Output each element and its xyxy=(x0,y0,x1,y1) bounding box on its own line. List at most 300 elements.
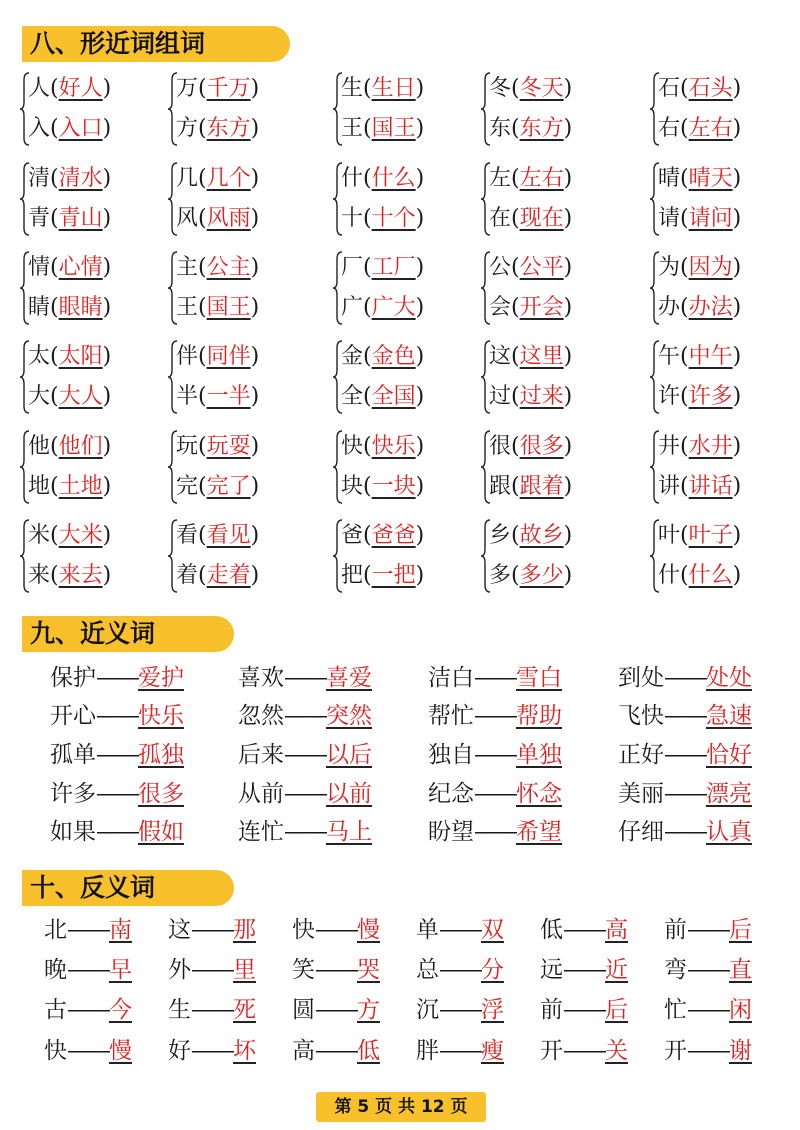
word: 沉 xyxy=(416,997,439,1023)
word: 笑 xyxy=(292,957,315,983)
dash: —— xyxy=(284,703,326,729)
base-char: 公 xyxy=(489,255,512,280)
word-pair xyxy=(333,70,483,148)
close-paren: ) xyxy=(415,166,425,191)
word: 北 xyxy=(44,917,67,943)
close-paren: ) xyxy=(732,255,742,280)
base-char: 来 xyxy=(28,563,51,588)
word-line xyxy=(658,110,741,148)
synonym-answer: 喜爱 xyxy=(326,665,372,691)
word-pair xyxy=(650,70,800,148)
open-paren: ( xyxy=(363,384,372,409)
answer-word: 眼睛 xyxy=(58,295,103,320)
open-paren: ( xyxy=(50,344,59,369)
synonym-answer: 单独 xyxy=(516,742,562,768)
base-char: 情 xyxy=(28,255,51,280)
dash: —— xyxy=(563,917,605,943)
dash: —— xyxy=(664,781,706,807)
word: 这 xyxy=(168,917,191,943)
dash: —— xyxy=(439,917,481,943)
word-line xyxy=(489,557,572,595)
word-line xyxy=(28,338,111,376)
answer-word: 晴天 xyxy=(688,166,733,191)
word: 好 xyxy=(168,1038,191,1064)
synonym-pair xyxy=(50,737,184,773)
answer-word: 东方 xyxy=(206,116,251,141)
word: 盼望 xyxy=(428,819,474,845)
synonym-pair xyxy=(618,776,752,812)
dash: —— xyxy=(474,819,516,845)
answer-word: 一半 xyxy=(206,384,251,409)
word-line xyxy=(658,517,741,555)
section-title-synonyms: 九、近义词 xyxy=(22,616,234,652)
answer-word: 大米 xyxy=(58,523,103,548)
word-line xyxy=(489,378,572,416)
word-line xyxy=(489,428,572,466)
synonym-answer: 怀念 xyxy=(516,781,562,807)
page-indicator: 第 5 页 共 12 页 xyxy=(316,1092,486,1122)
word: 开 xyxy=(540,1038,563,1064)
word-line xyxy=(28,289,111,327)
open-paren: ( xyxy=(511,344,520,369)
close-paren: ) xyxy=(563,255,573,280)
word-line xyxy=(658,289,741,327)
base-char: 多 xyxy=(489,563,512,588)
word-line xyxy=(658,70,741,108)
base-char: 十 xyxy=(341,206,364,231)
word-line xyxy=(28,517,111,555)
word-pair xyxy=(650,428,800,506)
base-char: 半 xyxy=(176,384,199,409)
word-pair xyxy=(481,517,631,595)
antonym-answer: 慢 xyxy=(109,1038,132,1064)
answer-word: 心情 xyxy=(58,255,103,280)
word-line xyxy=(658,428,741,466)
word-line xyxy=(28,557,111,595)
open-paren: ( xyxy=(198,116,207,141)
open-paren: ( xyxy=(680,434,689,459)
synonym-pair xyxy=(50,814,184,850)
dash: —— xyxy=(67,917,109,943)
antonym-answer: 死 xyxy=(233,997,256,1023)
answer-word: 多少 xyxy=(519,563,564,588)
close-paren: ) xyxy=(563,116,573,141)
base-char: 晴 xyxy=(658,166,681,191)
close-paren: ) xyxy=(732,384,742,409)
answer-word: 冬天 xyxy=(519,76,564,101)
open-paren: ( xyxy=(680,523,689,548)
answer-word: 办法 xyxy=(688,295,733,320)
word-line xyxy=(658,468,741,506)
word-line xyxy=(489,338,572,376)
base-char: 跟 xyxy=(489,474,512,499)
answer-word: 广大 xyxy=(371,295,416,320)
base-char: 冬 xyxy=(489,76,512,101)
base-char: 这 xyxy=(489,344,512,369)
synonym-pair xyxy=(428,698,562,734)
base-char: 风 xyxy=(176,206,199,231)
close-paren: ) xyxy=(102,344,112,369)
close-paren: ) xyxy=(102,166,112,191)
base-char: 快 xyxy=(341,434,364,459)
base-char: 乡 xyxy=(489,523,512,548)
open-paren: ( xyxy=(363,563,372,588)
word-line xyxy=(176,378,259,416)
base-char: 块 xyxy=(341,474,364,499)
base-char: 午 xyxy=(658,344,681,369)
dash: —— xyxy=(474,781,516,807)
dash: —— xyxy=(664,742,706,768)
dash: —— xyxy=(664,819,706,845)
dash: —— xyxy=(315,997,357,1023)
word-line xyxy=(489,70,572,108)
antonym-pair xyxy=(416,952,504,988)
open-paren: ( xyxy=(511,563,520,588)
word-line xyxy=(658,200,741,238)
answer-word: 东方 xyxy=(519,116,564,141)
antonym-pair xyxy=(540,952,628,988)
synonym-answer: 很多 xyxy=(138,781,184,807)
word: 忽然 xyxy=(238,703,284,729)
open-paren: ( xyxy=(198,434,207,459)
antonym-pair xyxy=(540,1033,628,1069)
word-line xyxy=(176,200,259,238)
word-line xyxy=(341,289,424,327)
close-paren: ) xyxy=(732,474,742,499)
synonym-answer: 希望 xyxy=(516,819,562,845)
close-paren: ) xyxy=(563,295,573,320)
word-line xyxy=(489,160,572,198)
base-char: 伴 xyxy=(176,344,199,369)
open-paren: ( xyxy=(680,76,689,101)
answer-word: 看见 xyxy=(206,523,251,548)
open-paren: ( xyxy=(50,563,59,588)
synonym-answer: 假如 xyxy=(138,819,184,845)
word-pair xyxy=(168,249,318,327)
dash: —— xyxy=(439,957,481,983)
base-char: 看 xyxy=(176,523,199,548)
word-line xyxy=(176,557,259,595)
word: 晚 xyxy=(44,957,67,983)
word-pair xyxy=(650,517,800,595)
answer-word: 因为 xyxy=(688,255,733,280)
dash: —— xyxy=(563,997,605,1023)
word-line xyxy=(176,160,259,198)
close-paren: ) xyxy=(102,474,112,499)
synonym-pair xyxy=(618,814,752,850)
answer-word: 千万 xyxy=(206,76,251,101)
close-paren: ) xyxy=(563,523,573,548)
close-paren: ) xyxy=(563,384,573,409)
answer-word: 很多 xyxy=(519,434,564,459)
answer-word: 现在 xyxy=(519,206,564,231)
synonym-pair xyxy=(50,776,184,812)
word: 高 xyxy=(292,1038,315,1064)
word: 孤单 xyxy=(50,742,96,768)
word-line xyxy=(341,517,424,555)
word-line xyxy=(341,70,424,108)
synonym-answer: 处处 xyxy=(706,665,752,691)
antonym-pair xyxy=(44,912,132,948)
word-line xyxy=(341,468,424,506)
base-char: 爸 xyxy=(341,523,364,548)
close-paren: ) xyxy=(563,166,573,191)
answer-word: 国王 xyxy=(206,295,251,320)
antonym-answer: 坏 xyxy=(233,1038,256,1064)
word: 正好 xyxy=(618,742,664,768)
base-char: 生 xyxy=(341,76,364,101)
base-char: 把 xyxy=(341,563,364,588)
open-paren: ( xyxy=(50,255,59,280)
word: 纪念 xyxy=(428,781,474,807)
antonym-pair xyxy=(292,992,380,1028)
base-char: 太 xyxy=(28,344,51,369)
close-paren: ) xyxy=(415,434,425,459)
open-paren: ( xyxy=(511,474,520,499)
dash: —— xyxy=(315,1038,357,1064)
synonym-answer: 以后 xyxy=(326,742,372,768)
base-char: 王 xyxy=(176,295,199,320)
open-paren: ( xyxy=(198,344,207,369)
open-paren: ( xyxy=(363,116,372,141)
base-char: 睛 xyxy=(28,295,51,320)
answer-word: 太阳 xyxy=(58,344,103,369)
answer-word: 玩耍 xyxy=(206,434,251,459)
antonym-pair xyxy=(664,912,752,948)
word-line xyxy=(658,378,741,416)
answer-word: 完了 xyxy=(206,474,251,499)
close-paren: ) xyxy=(415,116,425,141)
word-line xyxy=(28,378,111,416)
word-pair xyxy=(481,428,631,506)
answer-word: 石头 xyxy=(688,76,733,101)
word-line xyxy=(489,289,572,327)
word-line xyxy=(341,338,424,376)
answer-word: 一块 xyxy=(371,474,416,499)
answer-word: 开会 xyxy=(519,295,564,320)
base-char: 井 xyxy=(658,434,681,459)
open-paren: ( xyxy=(198,295,207,320)
word-line xyxy=(28,249,111,287)
word-pair xyxy=(168,70,318,148)
base-char: 为 xyxy=(658,255,681,280)
base-char: 清 xyxy=(28,166,51,191)
base-char: 米 xyxy=(28,523,51,548)
word-pair xyxy=(168,160,318,238)
dash: —— xyxy=(664,703,706,729)
word-line xyxy=(489,517,572,555)
word-pair xyxy=(20,338,170,416)
open-paren: ( xyxy=(680,116,689,141)
antonym-pair xyxy=(664,992,752,1028)
word-line xyxy=(176,289,259,327)
antonym-pair xyxy=(168,912,256,948)
open-paren: ( xyxy=(680,474,689,499)
answer-word: 公平 xyxy=(519,255,564,280)
open-paren: ( xyxy=(363,76,372,101)
word-pair xyxy=(20,70,170,148)
dash: —— xyxy=(439,997,481,1023)
base-char: 很 xyxy=(489,434,512,459)
close-paren: ) xyxy=(102,295,112,320)
open-paren: ( xyxy=(511,255,520,280)
word: 胖 xyxy=(416,1038,439,1064)
word-line xyxy=(658,557,741,595)
close-paren: ) xyxy=(415,344,425,369)
base-char: 右 xyxy=(658,116,681,141)
antonym-answer: 闲 xyxy=(729,997,752,1023)
word-pair xyxy=(168,428,318,506)
word-pair xyxy=(650,160,800,238)
answer-word: 入口 xyxy=(58,116,103,141)
answer-word: 几个 xyxy=(206,166,251,191)
antonym-pair xyxy=(44,1033,132,1069)
close-paren: ) xyxy=(102,434,112,459)
word-line xyxy=(176,110,259,148)
dash: —— xyxy=(474,703,516,729)
answer-word: 什么 xyxy=(688,563,733,588)
word-line xyxy=(28,468,111,506)
word-pair xyxy=(481,249,631,327)
base-char: 方 xyxy=(176,116,199,141)
dash: —— xyxy=(191,957,233,983)
open-paren: ( xyxy=(50,474,59,499)
close-paren: ) xyxy=(415,255,425,280)
antonym-answer: 方 xyxy=(357,997,380,1023)
open-paren: ( xyxy=(198,563,207,588)
base-char: 完 xyxy=(176,474,199,499)
open-paren: ( xyxy=(680,295,689,320)
antonym-pair xyxy=(664,1033,752,1069)
answer-word: 故乡 xyxy=(519,523,564,548)
close-paren: ) xyxy=(102,255,112,280)
synonym-pair xyxy=(618,698,752,734)
close-paren: ) xyxy=(102,563,112,588)
word-pair xyxy=(168,338,318,416)
word-line xyxy=(176,428,259,466)
base-char: 办 xyxy=(658,295,681,320)
close-paren: ) xyxy=(732,295,742,320)
word: 低 xyxy=(540,917,563,943)
dash: —— xyxy=(67,957,109,983)
close-paren: ) xyxy=(415,295,425,320)
answer-word: 爸爸 xyxy=(371,523,416,548)
close-paren: ) xyxy=(250,344,260,369)
word-line xyxy=(176,468,259,506)
antonym-pair xyxy=(44,952,132,988)
word: 连忙 xyxy=(238,819,284,845)
antonym-pair xyxy=(292,1033,380,1069)
antonym-answer: 直 xyxy=(729,957,752,983)
close-paren: ) xyxy=(415,563,425,588)
answer-word: 十个 xyxy=(371,206,416,231)
dash: —— xyxy=(687,917,729,943)
antonym-pair xyxy=(292,952,380,988)
synonym-answer: 认真 xyxy=(706,819,752,845)
word-line xyxy=(176,70,259,108)
close-paren: ) xyxy=(102,523,112,548)
word-pair xyxy=(481,338,631,416)
base-char: 叶 xyxy=(658,523,681,548)
answer-word: 他们 xyxy=(58,434,103,459)
word: 开 xyxy=(664,1038,687,1064)
close-paren: ) xyxy=(102,76,112,101)
antonym-answer: 里 xyxy=(233,957,256,983)
word-line xyxy=(658,338,741,376)
open-paren: ( xyxy=(198,384,207,409)
antonym-answer: 瘦 xyxy=(481,1038,504,1064)
antonym-answer: 关 xyxy=(605,1038,628,1064)
antonym-answer: 后 xyxy=(729,917,752,943)
base-char: 他 xyxy=(28,434,51,459)
antonym-pair xyxy=(168,992,256,1028)
open-paren: ( xyxy=(680,344,689,369)
open-paren: ( xyxy=(198,206,207,231)
open-paren: ( xyxy=(50,434,59,459)
synonym-answer: 漂亮 xyxy=(706,781,752,807)
antonym-pair xyxy=(44,992,132,1028)
open-paren: ( xyxy=(198,255,207,280)
open-paren: ( xyxy=(363,206,372,231)
word: 保护 xyxy=(50,665,96,691)
base-char: 全 xyxy=(341,384,364,409)
answer-word: 国王 xyxy=(371,116,416,141)
word-line xyxy=(176,517,259,555)
base-char: 什 xyxy=(658,563,681,588)
answer-word: 大人 xyxy=(58,384,103,409)
answer-word: 中午 xyxy=(688,344,733,369)
word: 远 xyxy=(540,957,563,983)
base-char: 许 xyxy=(658,384,681,409)
word-pair xyxy=(650,249,800,327)
word: 到处 xyxy=(618,665,664,691)
answer-word: 讲话 xyxy=(688,474,733,499)
close-paren: ) xyxy=(415,474,425,499)
base-char: 王 xyxy=(341,116,364,141)
base-char: 讲 xyxy=(658,474,681,499)
synonym-pair xyxy=(428,776,562,812)
antonym-answer: 低 xyxy=(357,1038,380,1064)
open-paren: ( xyxy=(50,116,59,141)
dash: —— xyxy=(284,742,326,768)
word-pair xyxy=(20,428,170,506)
section-title-antonyms: 十、反义词 xyxy=(22,870,234,906)
open-paren: ( xyxy=(680,384,689,409)
antonym-answer: 南 xyxy=(109,917,132,943)
answer-word: 请问 xyxy=(688,206,733,231)
antonym-answer: 今 xyxy=(109,997,132,1023)
word: 开心 xyxy=(50,703,96,729)
base-char: 厂 xyxy=(341,255,364,280)
word-pair xyxy=(333,428,483,506)
dash: —— xyxy=(315,957,357,983)
synonym-answer: 突然 xyxy=(326,703,372,729)
base-char: 左 xyxy=(489,166,512,191)
antonym-pair xyxy=(416,992,504,1028)
synonyms-list xyxy=(0,660,800,860)
synonym-answer: 帮助 xyxy=(516,703,562,729)
dash: —— xyxy=(284,781,326,807)
word: 古 xyxy=(44,997,67,1023)
close-paren: ) xyxy=(732,563,742,588)
word-pair xyxy=(20,517,170,595)
answer-word: 来去 xyxy=(58,563,103,588)
word-line xyxy=(489,200,572,238)
word: 生 xyxy=(168,997,191,1023)
base-char: 东 xyxy=(489,116,512,141)
antonym-answer: 近 xyxy=(605,957,628,983)
close-paren: ) xyxy=(102,384,112,409)
